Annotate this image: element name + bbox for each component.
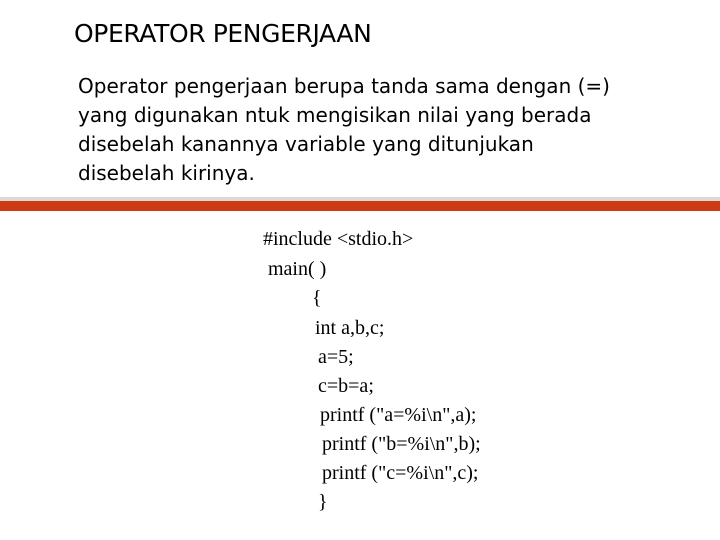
body-line-2: yang digunakan ntuk mengisikan nilai yang berada — [78, 103, 592, 127]
code-line-3: { — [312, 287, 322, 309]
body-line-1: Operator pengerjaan berupa tanda sama dengan (=) — [78, 74, 610, 98]
divider-accent-bar — [0, 201, 720, 211]
code-line-2: main( ) — [268, 258, 327, 280]
code-line-7: printf ("a=%i\n",a); — [320, 404, 477, 426]
code-line-6: c=b=a; — [318, 375, 374, 397]
body-line-3: disebelah kanannya variable yang ditunjukan — [78, 132, 534, 156]
code-line-10: } — [318, 491, 328, 513]
code-line-4: int a,b,c; — [315, 317, 385, 339]
code-line-1: #include <stdio.h> — [263, 228, 414, 250]
code-line-5: a=5; — [318, 346, 354, 368]
body-line-4: disebelah kirinya. — [78, 161, 255, 185]
code-line-9: printf ("c=%i\n",c); — [322, 462, 479, 484]
body-paragraph — [78, 72, 678, 188]
section-divider — [0, 197, 720, 211]
slide-title: OPERATOR PENGERJAAN — [74, 19, 372, 48]
code-line-8: printf ("b=%i\n",b); — [322, 433, 481, 455]
